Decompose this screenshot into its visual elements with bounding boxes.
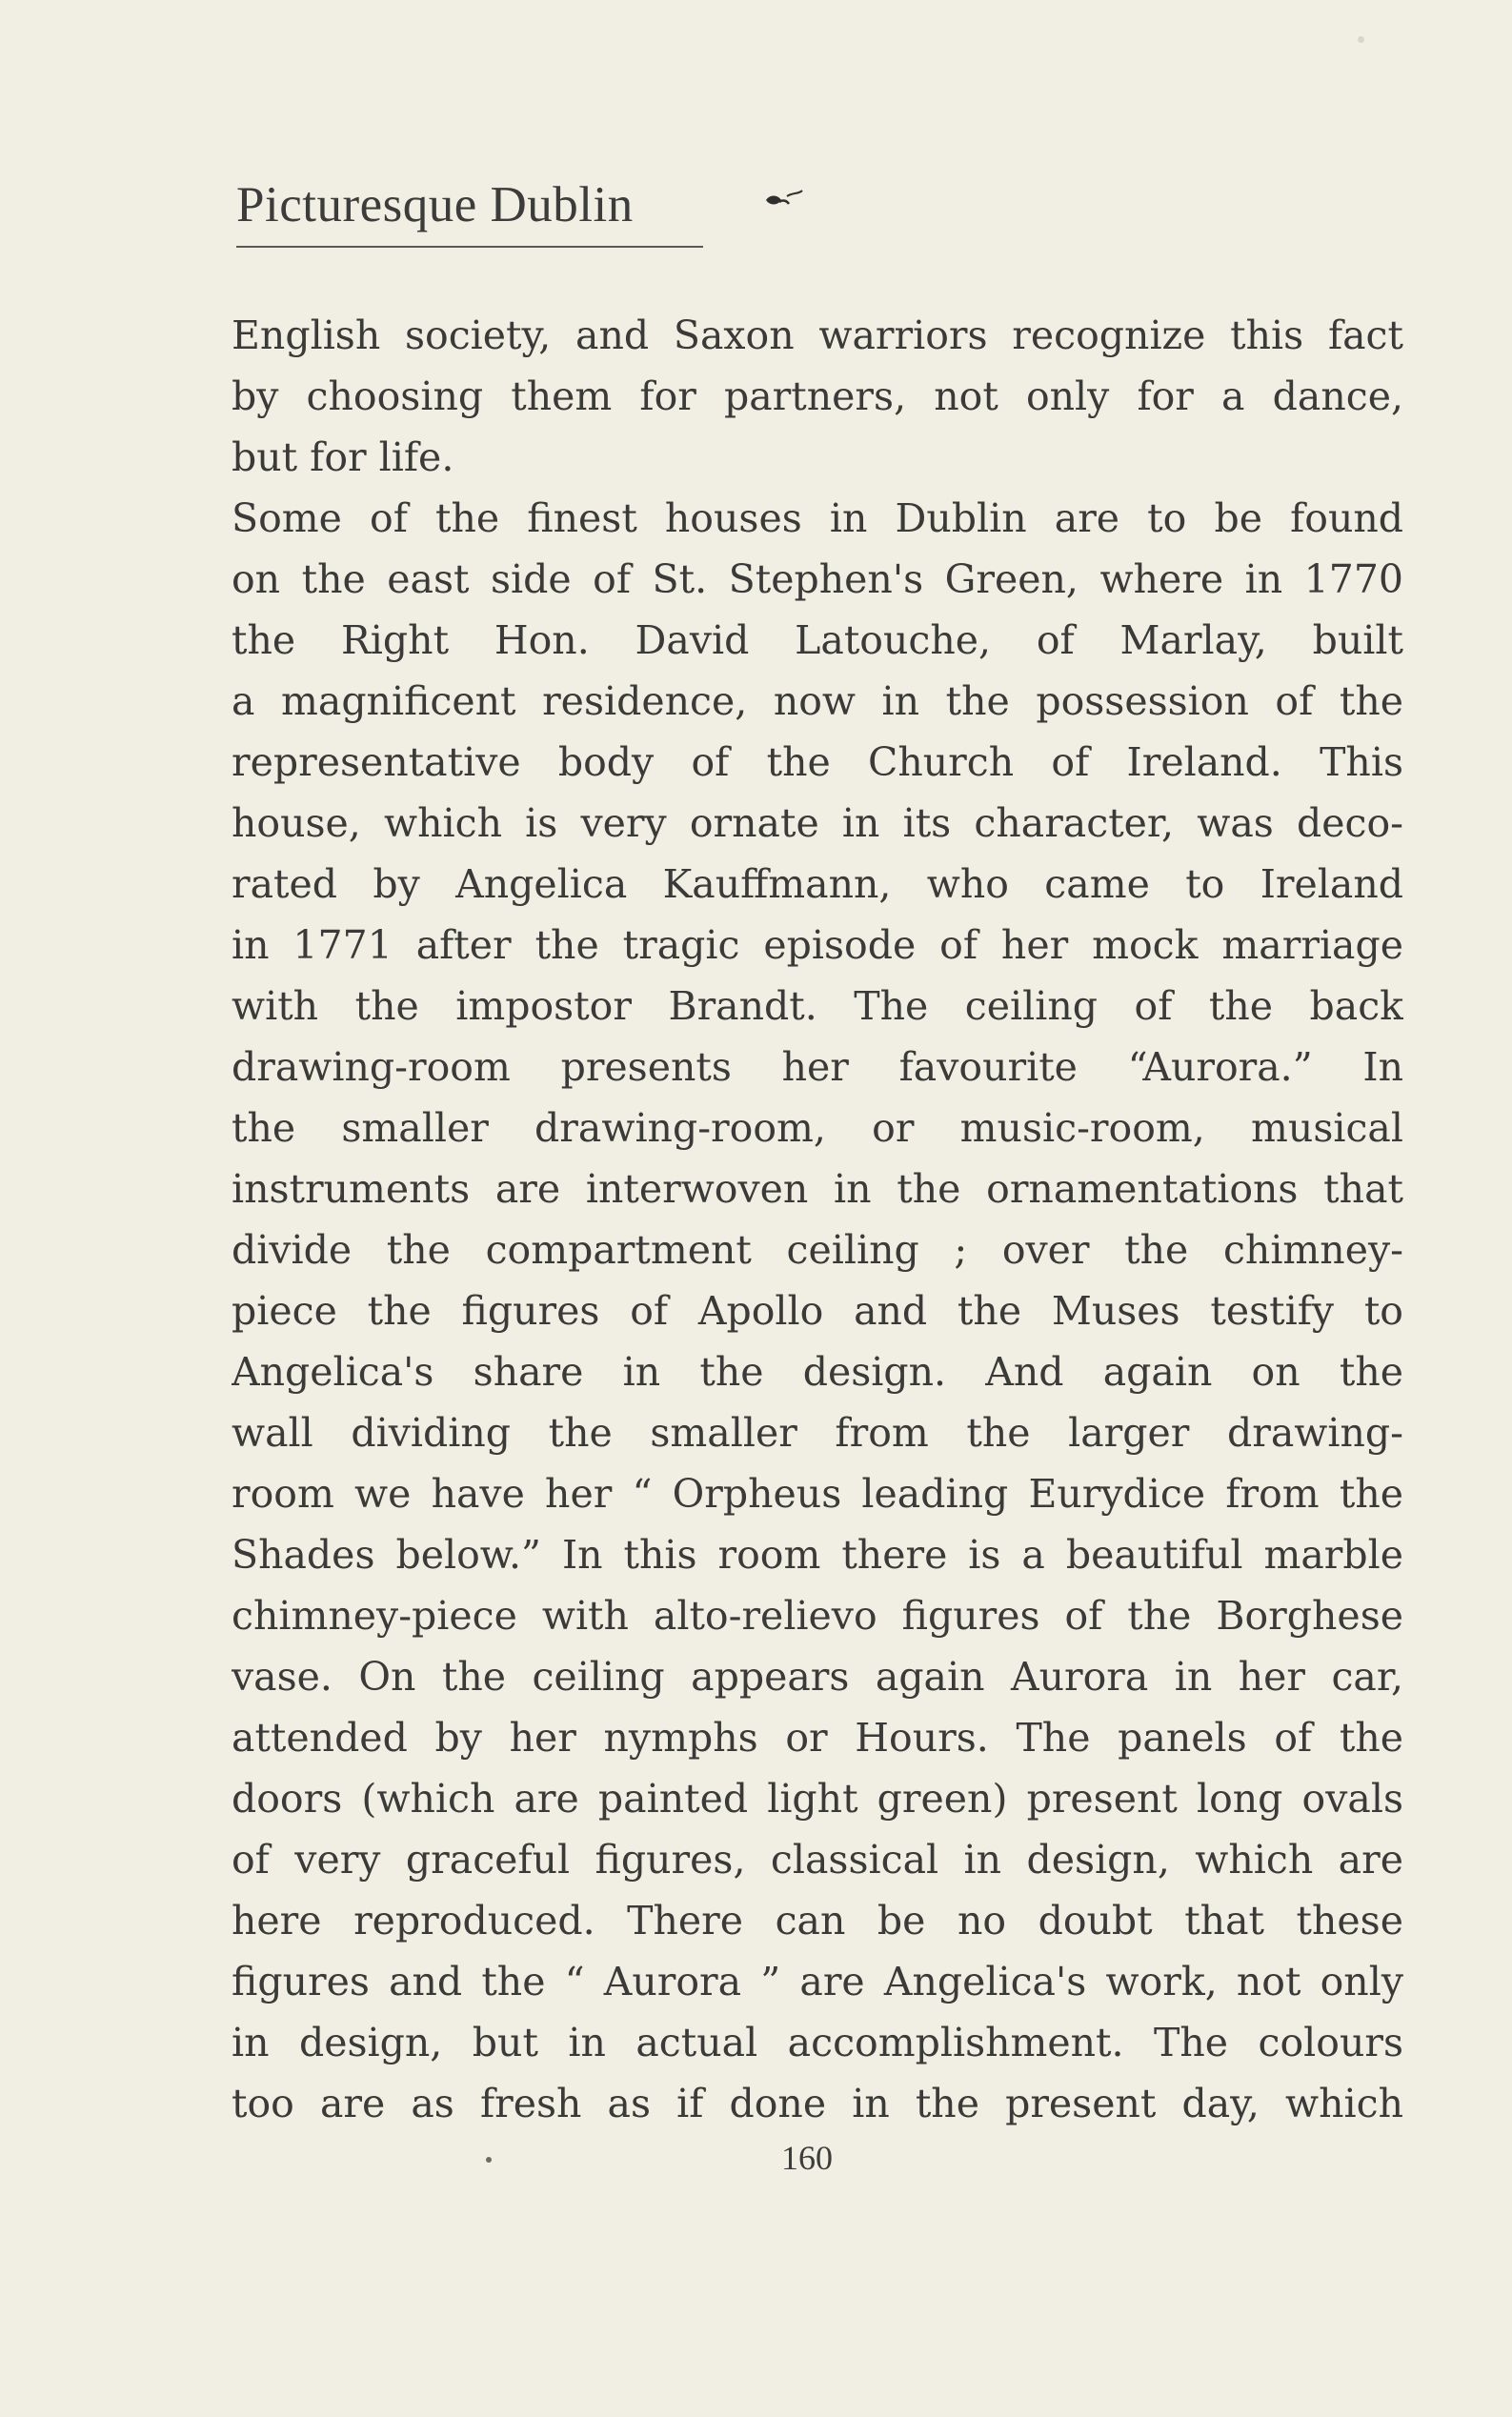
text-line: vase. On the ceiling appears again Aurora in her car, xyxy=(232,1654,1403,1700)
text-line: Shades below.” In this room there is a beautiful marble xyxy=(232,1532,1403,1578)
text-line: the smaller drawing-room, or music-room, musical xyxy=(232,1105,1403,1151)
text-line: on the east side of St. Stephen's Green, where in 1770 xyxy=(232,556,1403,602)
text-line: Angelica's share in the design. And again on the xyxy=(232,1349,1403,1395)
text-line: Some of the finest houses in Dublin are to be found xyxy=(232,495,1403,541)
body-text xyxy=(232,305,1403,2134)
paper-speck xyxy=(1358,36,1364,43)
text-line: the Right Hon. David Latouche, of Marlay, built xyxy=(232,617,1403,663)
text-line: by choosing them for partners, not only for a dance, xyxy=(232,373,1403,419)
text-line: English society, and Saxon warriors recognize this fact xyxy=(232,312,1403,358)
text-line: doors (which are painted light green) present long ovals xyxy=(232,1776,1403,1822)
leaf-ornament-icon xyxy=(762,189,806,217)
text-line: chimney-piece with alto-relievo figures of the Borghese xyxy=(232,1593,1403,1639)
text-line: room we have her “ Orpheus leading Eurydice from the xyxy=(232,1471,1403,1517)
text-line: of very graceful figures, classical in design, which are xyxy=(232,1837,1403,1883)
text-line: figures and the “ Aurora ” are Angelica's work, not only xyxy=(232,1959,1403,2004)
text-line: a magnificent residence, now in the possession of the xyxy=(232,678,1403,724)
header-rule xyxy=(236,246,703,248)
text-line: in 1771 after the tragic episode of her mock marriage xyxy=(232,922,1403,968)
text-line: rated by Angelica Kauffmann, who came to Ireland xyxy=(232,861,1403,907)
text-line: drawing-room presents her favourite “Aurora.” In xyxy=(232,1044,1403,1090)
text-line: in design, but in actual accomplishment. The colours xyxy=(232,2020,1403,2065)
text-line: instruments are interwoven in the ornamentations that xyxy=(232,1166,1403,1212)
running-head xyxy=(236,171,808,248)
text-line: but for life. xyxy=(232,434,454,480)
text-line: divide the compartment ceiling ; over the chimney- xyxy=(232,1227,1403,1273)
text-line: with the impostor Brandt. The ceiling of the back xyxy=(232,983,1403,1029)
text-line: house, which is very ornate in its character, was deco- xyxy=(232,800,1403,846)
printer-mark xyxy=(486,2157,492,2163)
running-title: Picturesque Dublin xyxy=(236,177,634,232)
page-number: 160 xyxy=(781,2139,833,2177)
text-line: attended by her nymphs or Hours. The panels of the xyxy=(232,1715,1403,1761)
text-line: too are as fresh as if done in the present day, which xyxy=(232,2081,1403,2126)
text-line: wall dividing the smaller from the larger drawing- xyxy=(232,1410,1403,1456)
text-line: here reproduced. There can be no doubt that these xyxy=(232,1898,1403,1944)
text-line: representative body of the Church of Ireland. This xyxy=(232,739,1403,785)
text-line: piece the figures of Apollo and the Muses testify to xyxy=(232,1288,1403,1334)
